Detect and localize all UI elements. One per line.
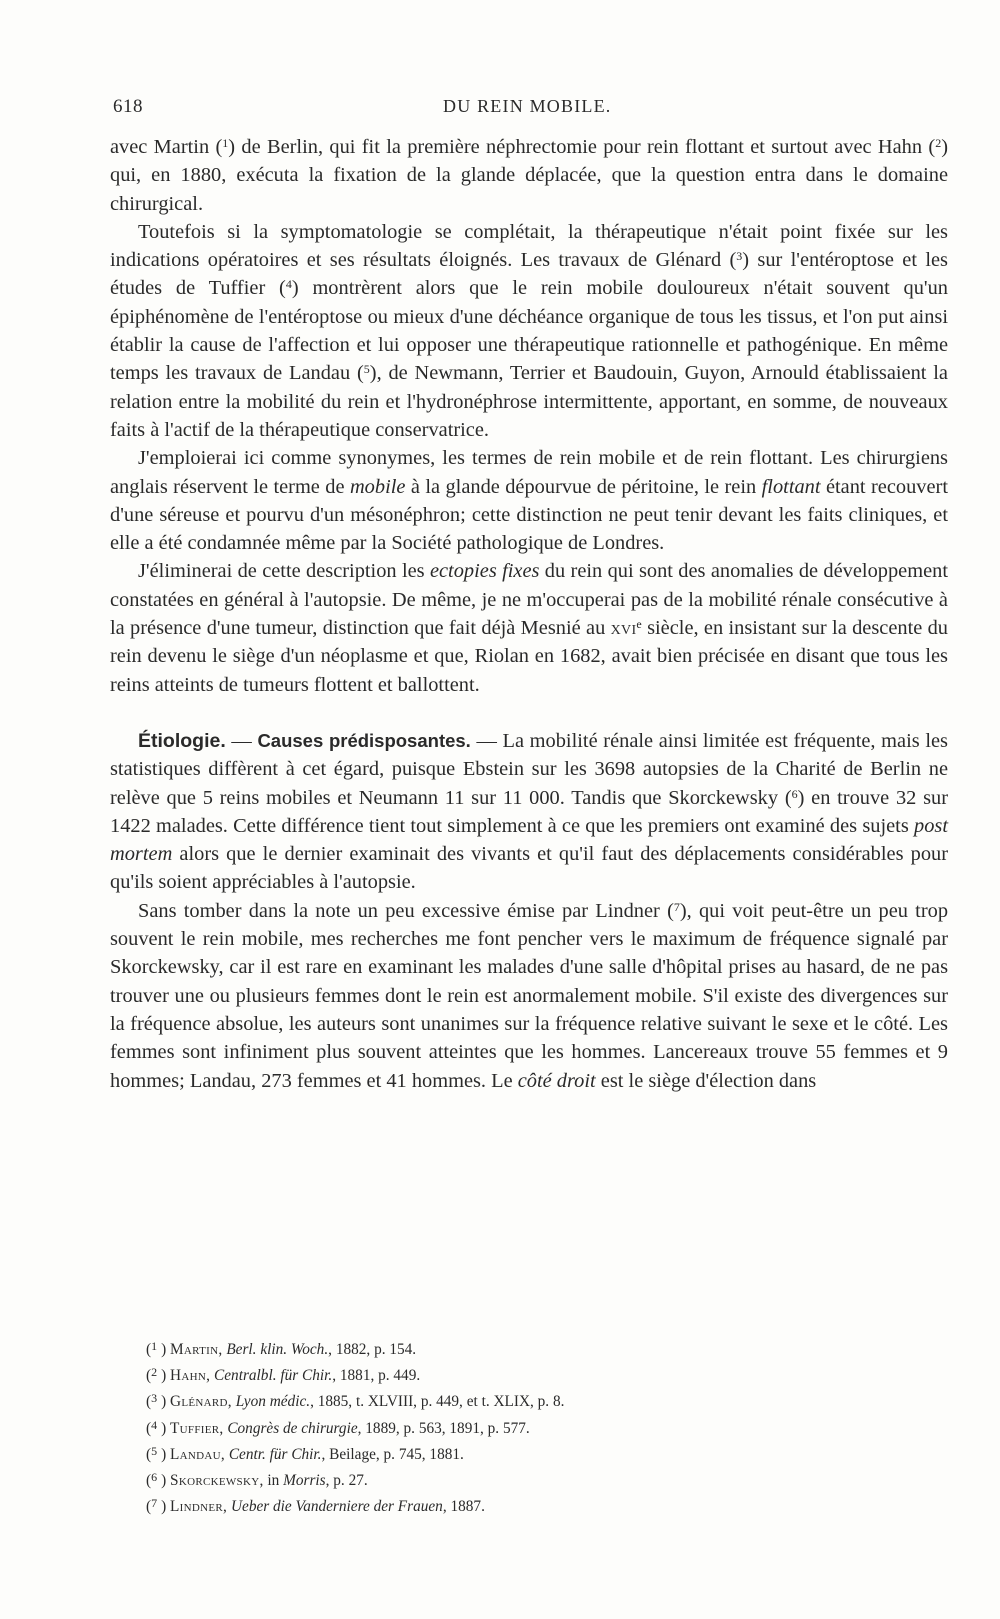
- footnote-3: ($^3$ ) Glénard, Lyon médic., 1885, t. XLVIII, p. 449, et t. XLIX, p. 8.: [146, 1391, 565, 1411]
- paragraph-1: avec Martin ($^1$) de Berlin, qui fit la première néphrectomie pour rein flottant et surtout avec Hahn ($^2$) qui, en 1880, exécuta la fixation de la glande déplacée, que la question entra dans le domaine chirurgical.: [110, 136, 948, 215]
- section-etiologie: [110, 727, 948, 897]
- section-title: Étiologie.: [138, 729, 226, 752]
- paragraph-6: Sans tomber dans la note un peu excessive émise par Lindner ($^7$), qui voit peut-être un peu trop souvent le rein mobile, mes recherches me font pencher vers le maximum de fréquence signalé par Skorckewsky, car il est rare en examinant les malades d'une salle d'hôpital prises au hasard, de ne pas trouver une ou plusieurs femmes dont le rein est anormalement mobile. S'il existe des divergences sur la fréquence absolue, les auteurs sont unanimes sur la fréquence relative suivant le sexe et le côté. Les femmes sont infiniment plus souvent atteintes que les hommes. Lancereaux trouve 55 femmes et 9 hommes; Landau, 273 femmes et 41 hommes. Le côté droit est le siège d'élection dans: [110, 899, 949, 1092]
- footnote-ref: 7: [673, 899, 680, 914]
- paragraph-3: J'emploierai ici comme synonymes, les termes de rein mobile et de rein flottant. Les chirurgiens anglais réservent le terme de mobile à la glande dépourvue de péritoine, le rein flottant étant recouvert d'une séreuse et pourvu d'un mésonéphron; cette distinction ne peut tenir devant les faits cliniques, et elle a été condamnée même par la Société pathologique de Londres.: [110, 447, 948, 555]
- page-body: [110, 133, 948, 1095]
- page-header: [113, 96, 948, 126]
- footnote-4: ($^4$ ) Tuffier, Congrès de chirurgie, 1889, p. 563, 1891, p. 577.: [146, 1417, 530, 1437]
- page-number: 618: [113, 96, 143, 117]
- paragraph-5: Étiologie. — Causes prédisposantes. — La mobilité rénale ainsi limitée est fréquente, mais les statistiques diffèrent à cet égard, puisque Ebstein sur les 3698 autopsies de la Charité de Berlin ne relève que 5 reins mobiles et Neumann 11 sur 11 000. Tandis que Skorckewsky ($^6$) en trouve 32 sur 1422 malades. Cette différence tient tout simplement à ce que les premiers ont examiné des sujets post mortem alors que le dernier examinait des vivants et qu'il faut des déplacements considérables pour qu'ils soient appréciables à l'autopsie.: [110, 729, 948, 894]
- footnote-5: ($^5$ ) Landau, Centr. für Chir., Beilage, p. 745, 1881.: [146, 1443, 464, 1463]
- footnote-ref: 6: [791, 786, 798, 801]
- footnote-6: ($^6$ ) Skorckewsky, in Morris, p. 27.: [146, 1470, 368, 1490]
- footnote-2: ($^2$ ) Hahn, Centralbl. für Chir., 1881, p. 449.: [146, 1365, 421, 1385]
- footnote-ref: 3: [736, 249, 743, 264]
- footnotes: [146, 1335, 926, 1518]
- footnote-ref: 4: [285, 277, 292, 292]
- section-subtitle: Causes prédisposantes.: [257, 729, 471, 751]
- footnote-7: ($^7$ ) Lindner, Ueber die Vanderniere der Frauen, 1887.: [146, 1496, 485, 1516]
- running-title: DU REIN MOBILE.: [443, 96, 612, 116]
- footnote-1: ($^1$ ) Martin, Berl. klin. Woch., 1882, p. 154.: [146, 1339, 417, 1358]
- paragraph-4: J'éliminerai de cette description les ectopies fixes du rein qui sont des anomalies de développement constatées en général à l'autopsie. De même, je ne m'occuperai pas de la mobilité rénale consécutive à la présence d'une tumeur, distinction que fait déjà Mesnié au xvi$^e$ siècle, en insistant sur la descente du rein devenu le siège d'un néoplasme et que, Riolan en 1682, avait bien précisée en disant que tous les reins atteints de tumeurs flottent et ballottent.: [110, 560, 949, 696]
- footnote-ref: 5: [363, 362, 370, 377]
- footnote-ref: 1: [222, 136, 229, 150]
- paragraph-2: Toutefois si la symptomatologie se complétait, la thérapeutique n'était point fixée sur les indications opératoires et ses résultats éloignés. Les travaux de Glénard ($^3$) sur l'entéroptose et les études de Tuffier ($^4$) montrèrent alors que le rein mobile douloureux n'était souvent qu'un épiphénomène de l'entéroptose ou mieux d'une déchéance organique de tous les tissus, et l'on put ainsi établir la cause de l'affection et lui opposer une thérapeutique rationnelle et pathogénique. En même temps les travaux de Landau ($^5$), de Newmann, Terrier et Baudouin, Guyon, Arnould établissaient la relation entre la mobilité du rein et l'hydronéphrose intermittente, apportant, en somme, de nouveaux faits à l'actif de la thérapeutique conservatrice.: [110, 220, 948, 441]
- footnote-ref: 2: [935, 136, 942, 150]
